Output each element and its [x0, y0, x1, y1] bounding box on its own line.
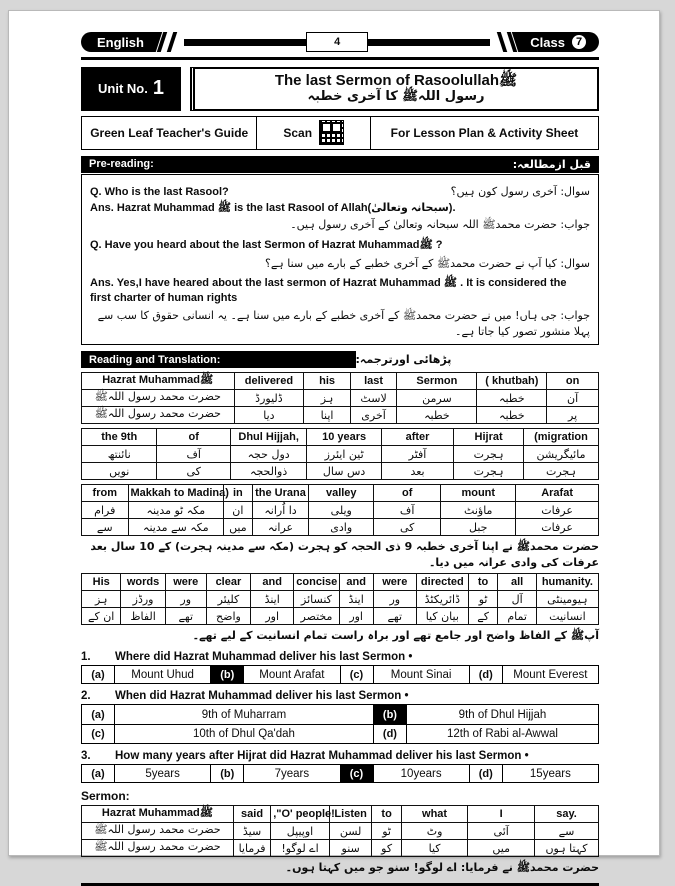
table-cell: بعد — [381, 463, 453, 480]
table-cell: Sermon — [397, 373, 477, 390]
table-cell: in — [224, 485, 252, 502]
option-label: Mount Everest — [513, 668, 588, 681]
table-cell: انسانیت — [536, 608, 598, 625]
urdu-note: حضرت محمدﷺ نے اپنا آخری خطبہ 9 ذی الحجہ کو ہجرت (مکہ سے مدینہ ہجرت) کے 10 سال بعد عرفات کی وادی عرانہ میں دیا۔ — [90, 540, 599, 570]
table-cell: ہز — [82, 591, 121, 608]
table-cell: نائنتھ — [82, 446, 157, 463]
table-cell: of — [374, 485, 441, 502]
table-cell: آف — [157, 446, 230, 463]
table-cell: I — [468, 806, 535, 823]
table-cell: all — [498, 574, 536, 591]
table-cell: his — [304, 373, 351, 390]
table-cell: حضرت محمد رسول اللہﷺ — [82, 407, 235, 424]
table-cell: Listen — [329, 806, 372, 823]
table-cell: حضرت محمد رسول اللہﷺ — [82, 823, 234, 840]
table-cell: ہجرت — [454, 446, 524, 463]
page-number: 4 — [334, 36, 341, 48]
option-label: 7years — [244, 765, 340, 782]
table-cell: Dhul Hijjah, — [230, 429, 307, 446]
table-cell: آفٹر — [381, 446, 453, 463]
table-cell: جبل — [441, 519, 516, 536]
mcq-2-options — [81, 704, 599, 744]
table-cell: to — [468, 574, 498, 591]
urdu-row — [82, 463, 599, 480]
urdu-row — [82, 446, 599, 463]
page-sheet — [8, 10, 660, 875]
header-middle — [182, 32, 492, 52]
urdu-row — [82, 390, 599, 407]
table-cell: سے — [535, 823, 599, 840]
option-letter: (d) — [470, 666, 503, 683]
table-cell: ہیومینٹی — [536, 591, 598, 608]
table-cell: بیان کیا — [416, 608, 468, 625]
table-cell: کو — [372, 840, 401, 857]
option-label: Mount Arafat — [244, 666, 340, 683]
table-cell: آخری — [350, 407, 397, 424]
table-cell: خطبہ — [397, 407, 477, 424]
table-cell: the Urana — [252, 485, 309, 502]
option-label: 12th of Rabi al-Awwal — [446, 728, 558, 741]
class-label: Class — [530, 34, 565, 50]
table-cell: on — [547, 373, 599, 390]
page-content — [81, 31, 599, 886]
table-cell: from — [82, 485, 129, 502]
table-cell: اوپیپل — [271, 823, 330, 840]
table-cell: His — [82, 574, 121, 591]
table-cell: of — [157, 429, 230, 446]
ribbon-stripes-icon — [497, 32, 507, 52]
table-cell: to — [372, 806, 401, 823]
answer-1-urdu: جواب: حضرت محمدﷺ اللہ سبحانہ وتعالیٰ کے آخری رسول ہیں۔ — [290, 218, 590, 232]
table-cell: ماؤنٹ — [441, 502, 516, 519]
table-cell: and — [339, 574, 373, 591]
translation-table-1 — [81, 372, 599, 424]
table-cell: Hazrat Muhammadﷺ — [82, 373, 235, 390]
table-cell: مختصر — [294, 608, 339, 625]
table-cell: حضرت محمد رسول اللہﷺ — [82, 840, 234, 857]
table-cell: آل — [498, 591, 536, 608]
option-letter: (d) — [374, 725, 407, 743]
lesson-title: The last Sermon of Rasoolullahﷺ — [274, 72, 518, 90]
guide-name: Green Leaf Teacher's Guide — [82, 117, 257, 149]
table-cell: ہجرت — [523, 463, 598, 480]
table-cell: وٹ — [401, 823, 468, 840]
table-cell: مائیگریشن — [523, 446, 598, 463]
option-label: 5years — [115, 765, 211, 782]
table-cell: ان — [224, 502, 252, 519]
urdu-note: آپﷺ کے الفاظ واضح اور جامع تھے اور براہ راست تمام انسانیت کے لیے تھے۔ — [192, 629, 599, 643]
option-label: 9th of Muharram — [115, 705, 374, 724]
header-divider — [81, 57, 599, 60]
table-cell: دیا — [234, 407, 304, 424]
option-letter: (d) — [470, 765, 503, 782]
table-cell: and — [251, 574, 294, 591]
table-cell: directed — [416, 574, 468, 591]
table-cell: لاسٹ — [350, 390, 397, 407]
table-cell: 10 years — [307, 429, 381, 446]
mcq-2 — [81, 690, 599, 702]
table-cell: کلیئر — [206, 591, 250, 608]
table-cell: آن — [547, 390, 599, 407]
option-letter-selected: (c) — [341, 765, 374, 782]
table-cell: مکہ ٹو مدینہ — [128, 502, 224, 519]
option-label: 9th of Dhul Hijjah — [458, 708, 547, 721]
option-letter-selected: (b) — [374, 705, 407, 724]
table-cell: ورڈز — [121, 591, 165, 608]
unit-title-row — [81, 67, 599, 111]
subject-label: English — [97, 34, 144, 50]
mcq-3-number: 3. — [81, 750, 91, 763]
mcq-2-text: When did Hazrat Muhammad deliver his last Sermon • — [115, 690, 409, 703]
table-cell: اپنا — [304, 407, 351, 424]
table-cell: اور — [251, 608, 294, 625]
option-letter-selected: (b) — [211, 666, 244, 683]
table-cell: ٹو — [468, 591, 498, 608]
table-cell: تمام — [498, 608, 536, 625]
mcq-2-number: 2. — [81, 690, 91, 703]
table-cell: عرفات — [516, 502, 599, 519]
qa-section — [81, 174, 599, 346]
guide-purpose: For Lesson Plan & Activity Sheet — [390, 125, 579, 140]
table-cell: Hazrat Muhammadﷺ — [82, 806, 234, 823]
table-cell: کہتا ہوں — [535, 840, 599, 857]
word-table — [81, 573, 599, 625]
table-cell: آف — [374, 502, 441, 519]
table-cell: اینڈ — [339, 591, 373, 608]
table-cell: last — [350, 373, 397, 390]
qr-code-icon — [319, 120, 344, 145]
answer-1: Ans. Hazrat Muhammad ﷺ is the last Rasool of Allah(سبحانہ وتعالیٰ). — [90, 201, 456, 214]
table-cell: Arafat — [516, 485, 599, 502]
table-cell: لسن — [329, 823, 372, 840]
table-cell: delivered — [234, 373, 304, 390]
lesson-title-box — [190, 67, 599, 111]
urdu-row — [82, 608, 599, 625]
table-cell: دول حجہ — [230, 446, 307, 463]
table-cell: سنو — [329, 840, 372, 857]
table-cell: حضرت محمد رسول اللہﷺ — [82, 390, 235, 407]
mcq-3-options — [81, 764, 599, 783]
option-label: Mount Uhud — [115, 666, 211, 683]
mcq-3-text: How many years after Hijrat did Hazrat Muhammad deliver his last Sermon • — [115, 750, 529, 763]
table-cell: clear — [206, 574, 250, 591]
scan-cell — [257, 117, 371, 149]
scan-label: Scan — [283, 125, 313, 140]
table-cell: ور — [373, 591, 416, 608]
mcq-3 — [81, 750, 599, 762]
page-header — [81, 31, 599, 53]
word-table — [81, 372, 599, 424]
table-cell: تھے — [165, 608, 206, 625]
table-cell: کی — [374, 519, 441, 536]
table-cell: میں — [468, 840, 535, 857]
english-row — [82, 373, 599, 390]
table-cell: ذوالحجہ — [230, 463, 307, 480]
table-cell: اور — [339, 608, 373, 625]
table-cell: Makkah to Madina) — [128, 485, 224, 502]
option-label: 10th of Dhul Qa'dah — [115, 725, 374, 743]
class-number-badge: 7 — [571, 34, 587, 50]
table-cell: valley — [309, 485, 374, 502]
table-cell: Hijrat — [454, 429, 524, 446]
table-cell: کنسائز — [294, 591, 339, 608]
translation-table-4 — [81, 573, 599, 625]
word-table — [81, 805, 599, 857]
table-cell: ٹو — [372, 823, 401, 840]
question-1: Q. Who is the last Rasool? — [90, 185, 229, 198]
option-letter: (c) — [341, 666, 374, 683]
table-cell: ٹین ایئرز — [307, 446, 381, 463]
table-cell: ,"O' people! — [271, 806, 330, 823]
table-cell: فرام — [82, 502, 129, 519]
urdu-row — [82, 840, 599, 857]
answer-2-urdu: جواب: جی ہاں! میں نے حضرت محمدﷺ کے آخری خطبے کے بارے میں سنا ہے۔ یہ انسانی حقوق کا سب سے پہلا منشور تصور کیا جاتا ہے۔ — [97, 309, 590, 339]
mcq-1 — [81, 651, 599, 663]
lesson-title-urdu: رسول اللہﷺ کا آخری خطبہ — [307, 88, 485, 104]
table-cell: عرفات — [516, 519, 599, 536]
guide-bar — [81, 116, 599, 150]
prereading-label-urdu: قبل ازمطالعہ: — [512, 157, 591, 171]
table-cell: ان کے — [82, 608, 121, 625]
ribbon-stripes-icon — [167, 32, 177, 52]
urdu-row — [82, 591, 599, 608]
prereading-bar — [81, 156, 599, 173]
table-cell: آئی — [468, 823, 535, 840]
urdu-row — [82, 519, 599, 536]
urdu-note: حضرت محمدﷺ نے فرمایا: اے لوگو! سنو جو میں کہتا ہوں۔ — [285, 861, 599, 875]
table-cell: words — [121, 574, 165, 591]
table-cell: ( khutbah) — [477, 373, 547, 390]
option-letter: (a) — [82, 765, 115, 782]
option-row — [82, 705, 598, 724]
table-cell: mount — [441, 485, 516, 502]
mcq-1-options — [81, 665, 599, 684]
question-2-urdu: سوال: کیا آپ نے حضرت محمدﷺ کے آخری خطبے کے بارے میں سنا ہے؟ — [265, 257, 590, 271]
option-letter: (a) — [82, 666, 115, 683]
table-cell: واضح — [206, 608, 250, 625]
table-cell: ہجرت — [454, 463, 524, 480]
table-cell: کے — [468, 608, 498, 625]
table-cell: اینڈ — [251, 591, 294, 608]
urdu-row — [82, 823, 599, 840]
table-cell: کی — [157, 463, 230, 480]
word-table — [81, 484, 599, 536]
table-cell: مکہ سے مدینہ — [128, 519, 224, 536]
urdu-row — [82, 502, 599, 519]
table-cell: سرمن — [397, 390, 477, 407]
table-cell: were — [373, 574, 416, 591]
question-2: Q. Have you heard about the last Sermon of Hazrat Muhammadﷺ ? — [90, 239, 443, 252]
english-row — [82, 485, 599, 502]
table-cell: ور — [165, 591, 206, 608]
table-cell: فرمایا — [233, 840, 270, 857]
sermon-heading: Sermon: — [81, 789, 130, 804]
table-cell: after — [381, 429, 453, 446]
subject-ribbon — [81, 32, 154, 52]
word-table — [81, 428, 599, 480]
answer-2: Ans. Yes,I have heared about the last sermon of Hazrat Muhammad ﷺ . It is considered the first charter of human rights — [90, 277, 567, 305]
option-label: 15years — [529, 767, 571, 780]
option-label: 10years — [374, 765, 470, 782]
option-letter: (c) — [82, 725, 115, 743]
table-cell: کیا — [401, 840, 468, 857]
reading-bar — [81, 351, 599, 368]
table-cell: humanity. — [536, 574, 598, 591]
table-cell: (migration — [523, 429, 598, 446]
table-cell: میں — [224, 519, 252, 536]
unit-number-box — [81, 67, 181, 111]
table-cell: نویں — [82, 463, 157, 480]
table-cell: عرانہ — [252, 519, 309, 536]
class-ribbon — [520, 32, 599, 52]
reading-label: Reading and Translation: — [81, 351, 356, 368]
translation-table-3 — [81, 484, 599, 536]
option-row — [82, 724, 598, 743]
table-cell: say. — [535, 806, 599, 823]
table-cell: الفاظ — [121, 608, 165, 625]
table-cell: وادی — [309, 519, 374, 536]
table-cell: تھے — [373, 608, 416, 625]
urdu-row — [82, 407, 599, 424]
english-row — [82, 806, 599, 823]
table-cell: what — [401, 806, 468, 823]
option-label: Mount Sinai — [374, 666, 470, 683]
table-cell: ڈلیورڈ — [234, 390, 304, 407]
table-cell: ڈائریکٹڈ — [416, 591, 468, 608]
table-cell: خطبہ — [477, 390, 547, 407]
table-cell: سیڈ — [233, 823, 270, 840]
option-letter: (b) — [211, 765, 244, 782]
unit-number: 1 — [152, 77, 164, 99]
table-cell: سے — [82, 519, 129, 536]
reading-label-urdu: پڑھائی اورترجمہ: — [355, 353, 452, 367]
table-cell: ہز — [304, 390, 351, 407]
mcq-1-text: Where did Hazrat Muhammad deliver his last Sermon • — [115, 651, 413, 664]
prereading-label: Pre-reading: — [89, 158, 154, 170]
english-row — [82, 574, 599, 591]
table-cell: said — [233, 806, 270, 823]
translation-table-2 — [81, 428, 599, 480]
table-cell: اے لوگو! — [271, 840, 330, 857]
table-cell: the 9th — [82, 429, 157, 446]
unit-label: Unit No. — [98, 81, 148, 96]
table-cell: پر — [547, 407, 599, 424]
table-cell: were — [165, 574, 206, 591]
table-cell: concise — [294, 574, 339, 591]
sermon-table — [81, 805, 599, 857]
english-row — [82, 429, 599, 446]
table-cell: خطبہ — [477, 407, 547, 424]
table-cell: ویلی — [309, 502, 374, 519]
mcq-1-number: 1. — [81, 651, 91, 664]
question-1-urdu: سوال: آخری رسول کون ہیں؟ — [450, 184, 590, 198]
table-cell: دا اُرانہ — [252, 502, 309, 519]
option-letter: (a) — [82, 705, 115, 724]
page-number-box — [306, 32, 368, 52]
table-cell: دس سال — [307, 463, 381, 480]
